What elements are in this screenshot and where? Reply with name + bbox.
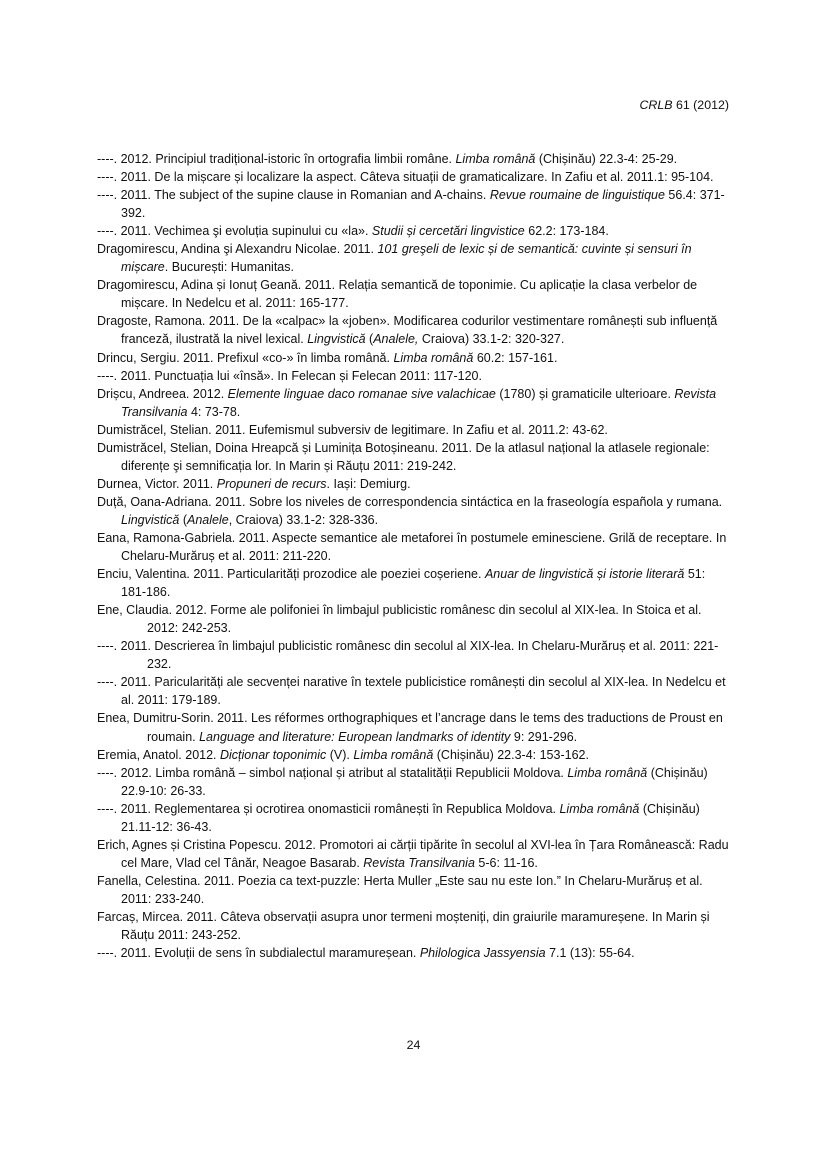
entry-text: , Craiova) 33.1-2: 328-336. — [228, 512, 379, 527]
entry-text: Craiova) 33.1-2: 320-327. — [418, 332, 565, 347]
entry-text: (Chișinău) 22.3-4: 25-29. — [535, 152, 678, 166]
entry-text: ----. 2011. De la mișcare și localizare la aspect. Câteva situații de gramaticalizare. In Zafiu et al. 2011.1: 95-104. — [97, 170, 714, 185]
entry-text: Durnea, Victor. 2011. — [97, 476, 217, 491]
entry-text: 9: 291-296. — [510, 729, 578, 744]
entry-text: Dragoste, Ramona. 2011. De la «calpac» la «joben». Modificarea codurilor vestimentare românești sub influență franceză, ilustrată la nivel lexical. — [97, 314, 718, 347]
entry-text: ----. 2011. Reglementarea și ocrotirea onomasticii românești în Republica Moldova. — [97, 801, 560, 816]
bibliography-entry — [97, 222, 733, 240]
entry-text: . Iași: Demiurg. — [326, 476, 411, 491]
entry-title-italic: Anuar de lingvistică și istorie literară — [484, 567, 685, 582]
bibliography-entry — [97, 872, 733, 908]
entry-title-italic: Language and literature: European landmarks of identity — [199, 729, 511, 744]
entry-title-italic: Propuneri de recurs — [216, 476, 327, 491]
journal-issue: 61 (2012) — [672, 98, 729, 112]
bibliography-entry — [97, 746, 733, 764]
entry-text: Eremia, Anatol. 2012. — [97, 747, 220, 762]
entry-text: 7.1 (13): 55-64. — [545, 946, 635, 961]
entry-title-italic: Analele — [187, 512, 229, 527]
bibliography-entry — [97, 908, 733, 944]
bibliography-entry — [97, 493, 733, 529]
entry-text: 62.2: 173-184. — [524, 224, 609, 239]
entry-title-italic: Lingvistică — [307, 332, 366, 347]
entry-text: 51: 181-186. — [121, 567, 706, 600]
entry-text: ----. 2011. Paricularități ale secvenței narative în textele publicistice românești din secolul al XIX-lea. In Nedelcu et al. 2011: 179-189. — [97, 675, 726, 708]
entry-text: 4: 73-78. — [187, 404, 241, 419]
entry-title-italic: Analele, — [373, 332, 419, 347]
bibliography-entry — [97, 421, 733, 439]
entry-text: (Chișinău) 22.9-10: 26-33. — [121, 765, 708, 798]
entry-text: (V). — [326, 747, 354, 762]
entry-text: Duță, Oana-Adriana. 2011. Sobre los niveles de correspondencia sintáctica en la fraseología española y rumana. — [97, 494, 723, 509]
entry-text: Fanella, Celestina. 2011. Poezia ca text-puzzle: Herta Muller „Este sau nu este Ion.” In Chelaru-Murăruș et al. 2011: 233-240. — [97, 873, 703, 906]
bibliography-entry — [97, 673, 733, 709]
entry-title-italic: Revista Transilvania — [363, 855, 475, 870]
bibliography-entry — [97, 709, 733, 745]
entry-text: Drișcu, Andreea. 2012. — [97, 386, 228, 401]
entry-text: 5-6: 11-16. — [474, 855, 538, 870]
bibliography-entry — [97, 565, 733, 601]
bibliography-entry — [97, 349, 733, 367]
entry-text: (Chișinău) 21.11-12: 36-43. — [121, 801, 700, 834]
entry-text: Ene, Claudia. 2012. Forme ale polifoniei în limbajul publicistic românesc din secolul al XIX-lea. In Stoica et al. 2012: 242-253. — [97, 603, 702, 636]
bibliography-entry — [97, 150, 733, 168]
running-header — [639, 97, 729, 113]
entry-text: ----. 2012. Limba română – simbol național și atribut al statalității Republicii Moldova. — [97, 765, 568, 780]
bibliography-entry — [97, 764, 733, 800]
entry-text: 56.4: 371-392. — [121, 188, 725, 221]
entry-title-italic: Dicționar toponimic — [220, 747, 327, 762]
entry-title-italic: Elementе linguae daco romanae sive valachicae — [227, 386, 496, 401]
entry-text: (1780) și gramaticile ulterioare. — [495, 386, 675, 401]
bibliography-entry — [97, 240, 733, 276]
entry-text: Dragomirescu, Adina și Ionuț Geană. 2011. Relația semantică de toponimie. Cu aplicație la clasa verbelor de mișcare. In Nedelcu et al. 2011: 165-177. — [97, 278, 698, 311]
entry-title-italic: Limba română — [567, 765, 648, 780]
entry-text: Dragomirescu, Andina şi Alexandru Nicolae. 2011. — [97, 242, 378, 257]
entry-text: ----. 2011. Vechimea şi evoluția supinului cu «la». — [97, 224, 372, 239]
entry-text: ----. 2012. Principiul tradițional-istoric în ortografia limbii române. — [97, 152, 456, 166]
entry-text: ----. 2011. Descrierea în limbajul publicistic românesc din secolul al XIX-lea. In Chelaru-Murăruș et al. 2011: 221-232. — [97, 639, 719, 672]
entry-text: ----. 2011. The subject of the supine clause in Romanian and A-chains. — [97, 188, 490, 203]
bibliography-entry — [97, 944, 733, 962]
entry-text: Eana, Ramona-Gabriela. 2011. Aspecte semantice ale metaforei în postumele eminesciene. Grilă de receptare. In Chelaru-Murăruș et al. 2011: 211-220. — [97, 530, 727, 564]
bibliography-entry — [97, 367, 733, 385]
entry-text: Erich, Agnes și Cristina Popescu. 2012. Promotori ai cărții tipărite în secolul al XVI-lea în Țara Românească: Radu cel Mare, Vlad cel Tânăr, Neagoe Basarab. — [97, 837, 729, 870]
entry-text: Drincu, Sergiu. 2011. Prefixul «co-» în limba română. — [97, 350, 394, 365]
entry-title-italic: Limba română — [393, 350, 474, 365]
bibliography-entry — [97, 168, 733, 186]
entry-text: 60.2: 157-161. — [473, 350, 558, 365]
entry-text: Enea, Dumitru-Sorin. 2011. Les réformes orthographiques et l’ancrage dans le tems des traductions de Proust en roumain. — [97, 711, 723, 744]
entry-text: ----. 2011. Punctuația lui «însă». In Felecan și Felecan 2011: 117-120. — [97, 368, 482, 383]
entry-text: Farcaș, Mircea. 2011. Câteva observații asupra unor termeni moșteniți, din graiurile maramureșene. In Marin și Răuțu 2011: 243-252. — [97, 909, 710, 943]
bibliography-entry — [97, 836, 733, 872]
bibliography-list — [97, 150, 733, 962]
entry-text: Enciu, Valentina. 2011. Particularități prozodice ale poeziei coșeriene. — [97, 567, 485, 582]
bibliography-entry — [97, 637, 733, 673]
entry-title-italic: Limba română — [455, 152, 536, 166]
entry-text: . București: Humanitas. — [164, 260, 294, 275]
entry-title-italic: Revista Transilvania — [121, 386, 717, 419]
entry-text: (Chișinău) 22.3-4: 153-162. — [433, 747, 589, 762]
bibliography-entry — [97, 529, 733, 565]
entry-title-italic: Revue roumaine de linguistique — [489, 188, 665, 203]
entry-title-italic: 101 greşeli de lexic și de semantică: cuvinte și sensuri în mișcare — [121, 242, 692, 275]
entry-title-italic: Limba română — [353, 747, 434, 762]
journal-abbreviation: CRLB — [639, 98, 673, 112]
bibliography-entry — [97, 601, 733, 637]
bibliography-entry — [97, 312, 733, 348]
bibliography-entry — [97, 186, 733, 222]
entry-title-italic: Studii și cercetări lingvistice — [371, 224, 525, 239]
entry-text: ( — [365, 332, 374, 347]
entry-text: Dumistrăcel, Stelian, Doina Hreapcă și Luminița Botoșineanu. 2011. De la atlasul național la atlasele regionale: diferențe şi semnificația lor. In Marin și Răuțu 2011: 219-242. — [97, 440, 710, 473]
entry-title-italic: Philologica Jassyensia — [419, 946, 546, 961]
bibliography-entry — [97, 475, 733, 493]
entry-text: ( — [179, 512, 188, 527]
bibliography-entry — [97, 800, 733, 836]
entry-text: Dumistrăcel, Stelian. 2011. Eufemismul subversiv de legitimare. In Zafiu et al. 2011.2: 43-62. — [97, 422, 608, 437]
entry-text: ----. 2011. Evoluții de sens în subdialectul maramureșean. — [97, 946, 420, 961]
entry-title-italic: Lingvistică — [121, 512, 180, 527]
bibliography-entry — [97, 276, 733, 312]
entry-title-italic: Limba română — [559, 801, 640, 816]
bibliography-entry — [97, 439, 733, 475]
bibliography-entry — [97, 385, 733, 421]
page-number: 24 — [406, 1038, 421, 1052]
